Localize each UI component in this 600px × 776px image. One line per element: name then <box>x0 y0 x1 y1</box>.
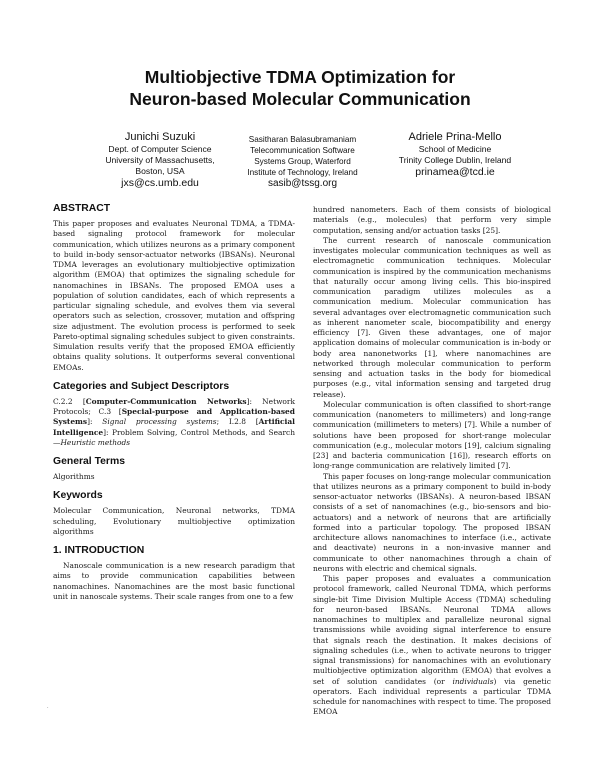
title-line-2: Neuron-based Molecular Communication <box>129 89 471 109</box>
author-3 <box>370 131 540 178</box>
author-name: Junichi Suzuki <box>124 131 196 143</box>
author-name: Adriele Prina-Mello <box>408 131 502 143</box>
category-name: Computer-Communication Networks <box>85 396 247 406</box>
category-code: C.2.2 <box>53 396 73 406</box>
category-detail: : Network Protocols; C.3 <box>53 396 295 416</box>
category-detail: : Problem Solving, Control Methods, and Search— <box>53 427 295 447</box>
introduction-paragraph: Molecular communication is often classified to short-range communication (nanometers to millimeters) and long-range communication (millimeters to meters) [7]. While a number of solutions have been proposed for short-range molecular communication (e.g., molecular motors [19], calcium signaling [23] and bacteria communication [16]), research efforts on long-range communication are relatively limited [7]. <box>313 399 551 471</box>
left-column <box>53 203 295 602</box>
general-terms-text: Algorithms <box>53 472 95 481</box>
author-email: sasib@tssg.org <box>267 178 338 189</box>
introduction-heading: 1. INTRODUCTION <box>53 545 145 556</box>
keywords-text: Molecular Communication, Neuronal networks, TDMA scheduling, Evolutionary multiobjective optimization algorithms <box>53 506 295 536</box>
category-detail: : <box>90 417 103 427</box>
footer-mark: . <box>47 704 49 710</box>
category-code: ; I.2.8 <box>216 417 246 427</box>
author-email: prinamea@tcd.ie <box>415 166 495 178</box>
author-affiliation-line: Trinity College Dublin, Ireland <box>398 155 512 165</box>
author-affiliation-line: School of Medicine <box>418 144 492 154</box>
author-name: Sasitharan Balasubramaniam <box>248 135 357 144</box>
category-name: Special-purpose and Application-based Systems <box>53 407 295 427</box>
keywords-heading: Keywords <box>53 490 103 502</box>
author-2 <box>220 134 385 190</box>
author-affiliation-line: Boston, USA <box>135 166 185 176</box>
author-affiliation-line: Institute of Technology, Ireland <box>247 168 358 177</box>
abstract-heading: ABSTRACT <box>53 203 111 214</box>
abstract-text: This paper proposes and evaluates Neuronal TDMA, a TDMA-based signaling protocol framework for molecular communication, which utilizes neurons as a primary component to build in-body sensor-actuator networks (IBSANs). Neuronal TDMA leverages an evolutionary multiobjective optimization algorithm (EMOA) that optimizes the signaling schedule for nanomachines in IBSANs. The proposed EMOA uses a population of solution candidates, each of which represents a particular signaling schedule, and evolves them via several operators such as selection, crossover, mutation and offspring size adjustment. The evolution process is performed to seek Pareto-optimal signaling schedules subject to given constraints. Simulation results verify that the proposed EMOA efficiently obtains quality solutions. It outperforms several conventional EMOAs. <box>53 219 295 372</box>
paper-title <box>40 66 560 110</box>
author-affiliation-line: University of Massachusetts, <box>105 155 215 165</box>
category-subject: Signal processing systems <box>102 417 217 427</box>
paragraph-text: This paper proposes and evaluates a communication protocol framework, called Neuronal TDMA, which performs single-bit Time Division Multiple Access (TDMA) scheduling for neuron-based IBSANs. Neuronal TDMA allows nanomachines to multiplex and parallelize neuronal signal transmissions while avoiding signal interference to ensure that signals reach the destination. It makes decisions of signaling schedules (i.e., when to activate neurons to trigger signal transmissions) for nanomachines with an evolutionary multiobjective optimization algorithm (EMOA) that evolves a set of solution candidates (or <box>313 574 551 686</box>
author-affiliation-line: Dept. of Computer Science <box>108 144 212 154</box>
introduction-paragraph: This paper focuses on long-range molecular communication that utilizes neurons as a primary component to build in-body sensor-actuator networks (IBSANs). A neuron-based IBSAN consists of a set of nanomachines (e.g., bio-sensors and bio-actuators) and a network of neurons that are artificially formed into a particular topology. The proposed IBSAN architecture allows nanomachines to interface (i.e., activate and deactivate) neurons in a non-invasive manner and communicate to other nanomachines through a chain of neurons with electric and chemical signals. <box>313 471 551 573</box>
introduction-paragraph: hundred nanometers. Each of them consists of biological materials (e.g., molecules) that perform very simple computation, sensing and/or actuation tasks [25]. <box>313 205 551 235</box>
author-affiliation-line: Systems Group, Waterford <box>254 157 351 166</box>
introduction-paragraph: The current research of nanoscale communication investigates molecular communication techniques as well as electromagnetic communication techniques. Molecular communication is inspired by the communication mechanisms that naturally occur among living cells. This bio-inspired communication paradigm utilizes molecules as a communication medium. Molecular communication has several advantages over electromagnetic communication such as inherent nanometer scale, biocompatibility and energy efficiency [7]. Given these advantages, one of major application domains of molecular communication is in-body or body area nanonetworks [1], where nanomachines are networked through molecular communication to perform sensing and actuation tasks in the body for biomedical purposes (e.g., vital information sensing and targeted drug release). <box>313 235 551 399</box>
categories-heading: Categories and Subject Descriptors <box>53 380 230 392</box>
paragraph-text: ) via genetic operators. Each individual represents a particular TDMA schedule for nanomachines with respect to time. The proposed EMOA <box>313 676 551 717</box>
author-email: jxs@cs.umb.edu <box>121 177 199 189</box>
category-name: Artificial Intelligence <box>53 417 295 437</box>
introduction-paragraph <box>313 574 551 718</box>
categories-text: C.2.2 [Computer-Communication Networks]: Network Protocols; C.3 [Special-purpose and Application-based Systems]: Signal processing systems; I.2.8 [Artificial Intelligence]: Problem Solving, Control Methods, and Search—Heuristic methods <box>53 396 295 447</box>
author-affiliation-line: Telecommunication Software <box>250 146 355 155</box>
category-subject: Heuristic methods <box>60 437 131 447</box>
introduction-paragraph: Nanoscale communication is a new research paradigm that aims to provide communication capabilities between nanomachines. Nanomachines are the most basic functional unit in nanoscale systems. Their scale ranges from one to a few <box>53 561 295 601</box>
right-column <box>313 205 551 718</box>
general-terms-heading: General Terms <box>53 456 125 467</box>
title-line-1: Multiobjective TDMA Optimization for <box>144 67 456 87</box>
paragraph-emphasis: individuals <box>452 676 494 686</box>
